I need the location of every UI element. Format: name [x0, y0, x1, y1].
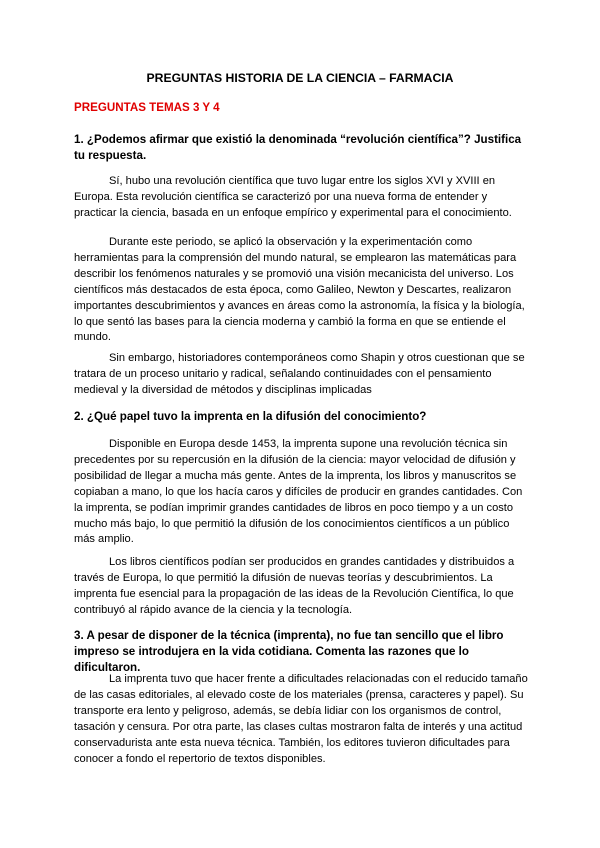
question-3: 3. A pesar de disponer de la técnica (imprenta), no fue tan sencillo que el libro impreso se introdujera en la vida cotidiana. Comenta las razones que lo dificultaron. [74, 629, 504, 674]
question-2: 2. ¿Qué papel tuvo la imprenta en la difusión del conocimiento? [74, 410, 427, 423]
question-1-paragraph-1: Sí, hubo una revolución científica que tuvo lugar entre los siglos XVI y XVIII en Europa. Esta revolución científica se caracterizó por una nueva forma de entender y practicar la ciencia, basada en un enfoque empírico y experimental para el conocimiento. [74, 175, 512, 219]
question-1: 1. ¿Podemos afirmar que existió la denominada “revolución científica”? Justifica tu respuesta. [74, 133, 522, 162]
question-2-paragraph-2: Los libros científicos podían ser producidos en grandes cantidades y distribuidos a través de Europa, lo que permitió la difusión de nuevas teorías y descubrimientos. La imprenta fue esencial para la propagación de las ideas de la Revolución Científica, lo que contribuyó al rápido avance de la ciencia y la tecnología. [74, 556, 515, 616]
question-1-paragraph-3: Sin embargo, historiadores contemporáneos como Shapin y otros cuestionan que se tratara de un proceso unitario y radical, señalando continuidades con el pensamiento medieval y la diversidad de métodos y disciplinas implicadas [74, 352, 525, 396]
question-3-paragraph-1: La imprenta tuvo que hacer frente a dificultades relacionadas con el reducido tamaño de las casas editoriales, al elevado coste de los materiales (prensa, caracteres y papel). Su transporte era lento y peligroso, además, se debía lidiar con los organismos de control, tasación y censura. Por otra parte, las clases cultas mostraron falta de interés y una actitud conservadurista ante esta nueva técnica. También, los editores tuvieron dificultades para conocer a fondo el repertorio de textos disponibles. [74, 673, 528, 765]
section-heading: PREGUNTAS TEMAS 3 Y 4 [74, 101, 220, 114]
question-2-paragraph-1: Disponible en Europa desde 1453, la imprenta supone una revolución técnica sin precedentes por su repercusión en la difusión de la ciencia: mayor velocidad de difusión y posibilidad de llegar a mucha más gente. Antes de la imprenta, los libros y manuscritos se copiaban a mano, lo que los hacía caros y difíciles de producir en grandes cantidades. Con la imprenta, se podían imprimir grandes cantidades de libros en poco tiempo y a un costo mucho más bajo, lo que permitió la difusión de los conocimientos científicos a un público más amplio. [74, 438, 523, 546]
document-title: PREGUNTAS HISTORIA DE LA CIENCIA – FARMACIA [146, 71, 454, 85]
question-1-paragraph-2: Durante este periodo, se aplicó la observación y la experimentación como herramientas para la comprensión del mundo natural, se emplearon las matemáticas para describir los fenómenos naturales y se promovió una visión mecanicista del universo. Los científicos más destacados de esta época, como Galileo, Newton y Descartes, realizaron importantes descubrimientos y avances en áreas como la astronomía, la física y la biología, lo que sentó las bases para la ciencia moderna y cambió la forma en que se entiende el mundo. [74, 236, 525, 344]
